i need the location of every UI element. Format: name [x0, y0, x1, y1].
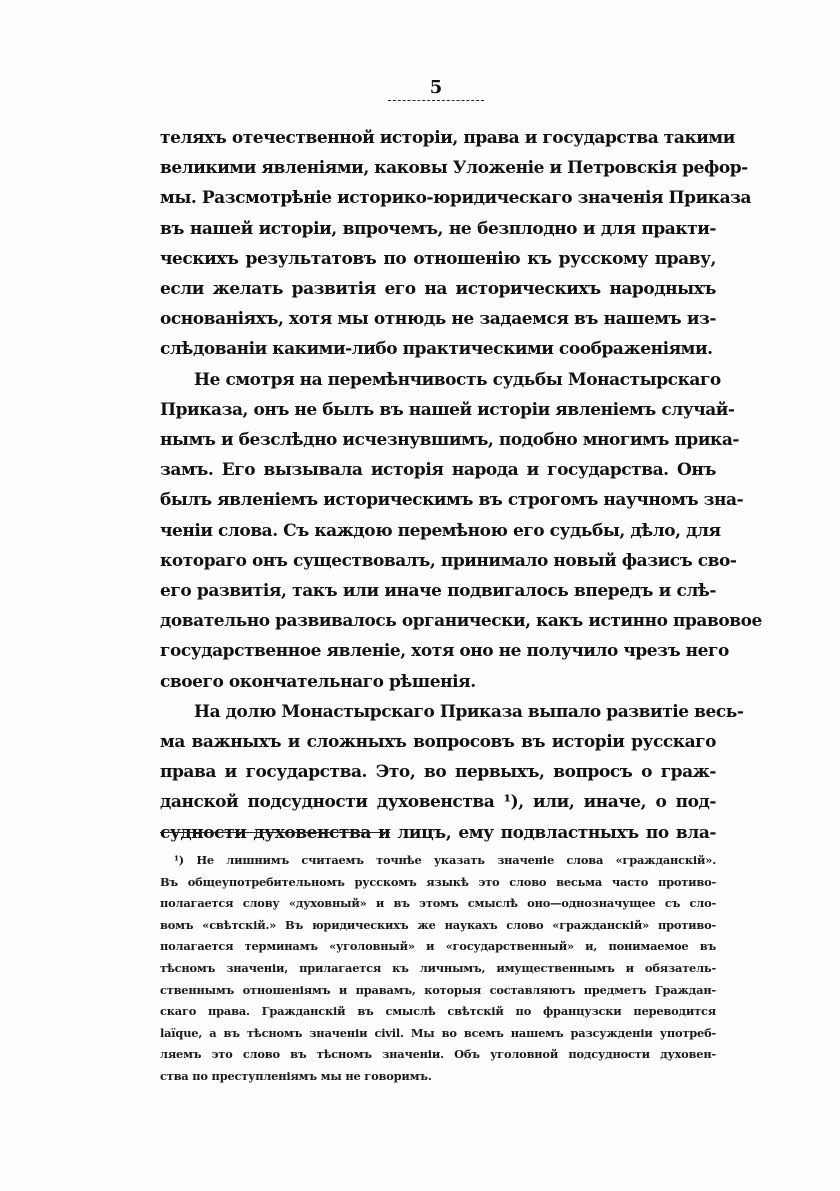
text-line: нымъ и безслѣдно исчезнувшимъ, подобно многимъ прика-	[160, 430, 740, 451]
footnote-line: ¹) Не лишнимъ считаемъ точнѣе указать значеніе слова «гражданскій».	[174, 853, 716, 867]
text-line: Приказа, онъ не былъ въ нашей исторіи явленіемъ случай-	[160, 399, 735, 420]
text-line: котораго онъ существовалъ, принимало новый фазисъ сво-	[160, 550, 737, 571]
text-line: мы. Разсмотрѣніе историко-юридическаго значенія Приказа	[160, 188, 752, 209]
page-header	[388, 77, 484, 101]
footnote-line: ляемъ это слово въ тѣсномъ значеніи. Объ уголовной подсудности духовен-	[160, 1047, 716, 1062]
text-line: ма важныхъ и сложныхъ вопросовъ въ исторіи русскаго	[160, 732, 716, 753]
footnote	[160, 850, 716, 1088]
text-line: довательно развивалось органически, какъ истинно правовое	[160, 611, 762, 632]
footnote-line: laïque, а въ тѣсномъ значеніи civil. Мы во всемъ нашемъ разсужденіи употреб-	[160, 1025, 716, 1040]
footnote-line: тѣсномъ значеніи, прилагается къ личнымъ, имущественнымъ и обязатель-	[160, 960, 716, 975]
text-line: права и государства. Это, во первыхъ, вопросъ о граж-	[160, 762, 716, 783]
text-line: слѣдованіи какими-либо практическими соображеніями.	[160, 339, 713, 360]
footnote-line: полагается терминамъ «уголовный» и «государственный» и, понимаемое въ	[160, 939, 716, 954]
footnote-divider	[160, 832, 390, 833]
footnote-line: скаго права. Гражданскій въ смыслѣ свѣтскій по французски переводится	[160, 1004, 716, 1019]
footnote-line: вомъ «свѣтскій.» Въ юридическихъ же наукахъ слово «гражданскій» противо-	[160, 917, 716, 932]
text-line: судности духовенства и лицъ, ему подвластныхъ по вла-	[160, 822, 716, 843]
body-text	[160, 123, 762, 848]
footnote-line: Въ общеупотребительномъ русскомъ языкѣ это слово весьма часто противо-	[160, 874, 716, 889]
paragraph-2	[160, 365, 762, 697]
text-line: его развитія, такъ или иначе подвигалось впередъ и слѣ-	[160, 581, 716, 602]
footnote-line: полагается слову «духовный» и въ этомъ смыслѣ оно—однозначущее съ сло-	[160, 896, 716, 911]
text-line: замъ. Его вызывала исторія народа и государства. Онъ	[160, 460, 716, 481]
text-line: великими явленіями, каковы Уложеніе и Петровскія рефор-	[160, 158, 748, 179]
text-line: былъ явленіемъ историческимъ въ строгомъ научномъ зна-	[160, 490, 744, 511]
text-line: ческихъ результатовъ по отношенію къ русскому праву,	[160, 248, 716, 269]
text-line: На долю Монастырскаго Приказа выпало развитіе весь-	[194, 701, 744, 722]
text-line: государственное явленіе, хотя оно не получило чрезъ него	[160, 641, 729, 662]
page-number: 5	[429, 77, 443, 98]
text-line: теляхъ отечественной исторіи, права и государства такими	[160, 128, 735, 148]
text-line: въ нашей исторіи, впрочемъ, не безплодно и для практи-	[160, 218, 716, 239]
paragraph-3	[160, 697, 744, 848]
text-line: основаніяхъ, хотя мы отнюдь не задаемся въ нашемъ из-	[160, 309, 716, 330]
footnote-line: ства по преступленіямъ мы не говоримъ.	[160, 1068, 432, 1083]
page-number-rule	[388, 100, 484, 101]
footnote-line: ственнымъ отношеніямъ и правамъ, которыя составляютъ предметъ Граждан-	[160, 982, 716, 997]
text-line: если желать развитія его на историческихъ народныхъ	[160, 279, 716, 300]
paragraph-1	[160, 123, 752, 365]
text-line: своего окончательнаго рѣшенія.	[160, 671, 476, 692]
text-line: ченіи слова. Съ каждою перемѣною его судьбы, дѣло, для	[160, 520, 721, 541]
text-line: Не смотря на перемѣнчивость судьбы Монастырскаго	[194, 369, 721, 390]
text-line: данской подсудности духовенства ¹), или, иначе, о под-	[160, 792, 716, 813]
